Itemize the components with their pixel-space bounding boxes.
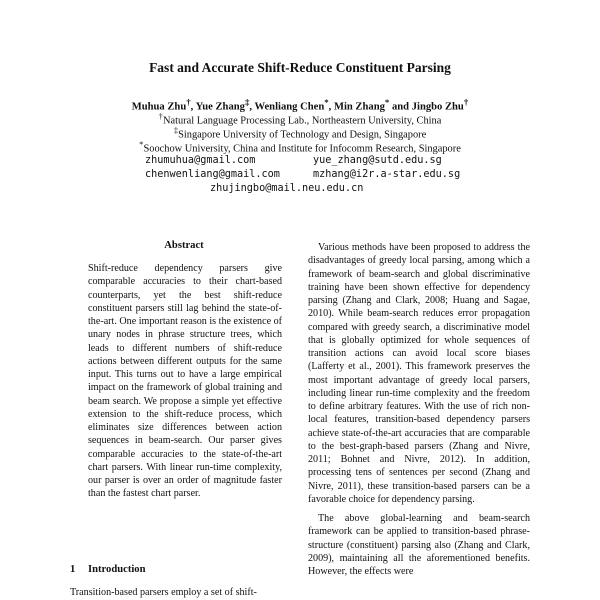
author-mark: † <box>186 97 191 107</box>
author-mark: † <box>463 97 469 107</box>
author-name: Yue Zhang <box>195 101 245 113</box>
email-address[interactable]: zhumuhua@gmail.com <box>145 155 256 166</box>
author-name: Jingbo Zhu <box>411 101 464 113</box>
section-title: Introduction <box>88 564 146 575</box>
affiliation-mark: * <box>139 139 144 149</box>
section-heading-introduction <box>70 564 146 575</box>
right-column <box>308 241 530 578</box>
author-name: Min Zhang <box>333 101 385 113</box>
affiliation-mark: † <box>158 111 163 121</box>
author-list: Muhua Zhu†, Yue Zhang‡, Wenliang Chen*, Min Zhang* and Jingbo Zhu† <box>131 97 469 113</box>
email-address[interactable]: zhujingbo@mail.neu.edu.cn <box>210 183 364 194</box>
abstract-text: Shift-reduce dependency parsers give comparable accuracies to their chart-based counterparts, yet the best shift-reduce constituent parsers still lag behind the state-of-the-art. One important reason is the existence of unary nodes in phrase structure trees, which leads to different numbers of shift-reduce actions between different outputs for the same input. This turns out to have a large empirical impact on the framework of global training and beam search. We propose a simple yet effective extension to the shift-reduce process, which eliminates size differences between action sequences in beam-search. Our parser gives comparable accuracies to the state-of-the-art chart parsers. With linear run-time complexity, our parser is over an order of magnitude faster than the fastest chart parser. <box>88 263 282 500</box>
body-paragraph: Various methods have been proposed to address the disadvantages of greedy local parsing, among which a framework of beam-search and global discriminative training have been shown effective for dependency parsing (Zhang and Clark, 2008; Huang and Sagae, 2010). While beam-search reduces error propagation compared with greedy search, a discriminative model that is globally optimized for whole sequences of transition actions can avoid local score biases (Lafferty et al., 2001). This framework preserves the most important advantage of greedy local parsers, including linear run-time complexity and the freedom to define arbitrary features. With the use of rich non-local features, transition-based dependency parsers achieve state-of-the-art accuracies that are comparable to the best-graph-based parsers (Zhang and Nivre, 2011; Bohnet and Nivre, 2012). In addition, processing tens of sentences per second (Zhang and Nivre, 2011), these transition-based parsers can be a favorable choice for dependency parsing. <box>308 242 530 505</box>
body-paragraph: The above global-learning and beam-search framework can be applied to transition-based phrase-structure (constituent) parsing also (Zhang and Clark, 2009), maintaining all the aforementioned benefits. However, the effects were <box>308 513 530 577</box>
author-name: Wenliang Chen <box>254 101 325 113</box>
email-address[interactable]: chenwenliang@gmail.com <box>145 169 280 180</box>
section-number: 1 <box>70 564 76 575</box>
paper-title: Fast and Accurate Shift-Reduce Constituent Parsing <box>149 60 451 75</box>
affiliation: *Soochow University, China and Institute for Infocomm Research, Singapore <box>139 139 461 155</box>
author-name: Muhua Zhu <box>131 101 187 113</box>
affiliation: ‡Singapore University of Technology and Design, Singapore <box>173 125 427 141</box>
email-address[interactable]: mzhang@i2r.a-star.edu.sg <box>313 169 461 180</box>
body-paragraph: Transition-based parsers employ a set of shift- <box>70 587 257 598</box>
affiliation: †Natural Language Processing Lab., Northeastern University, China <box>158 111 442 127</box>
author-mark: ‡ <box>244 97 250 107</box>
author-mark: * <box>324 97 329 107</box>
email-address[interactable]: yue_zhang@sutd.edu.sg <box>313 155 442 166</box>
author-mark: * <box>384 97 390 107</box>
affiliation-mark: ‡ <box>173 125 179 135</box>
email-block <box>0 155 600 197</box>
abstract-heading: Abstract <box>164 240 204 251</box>
